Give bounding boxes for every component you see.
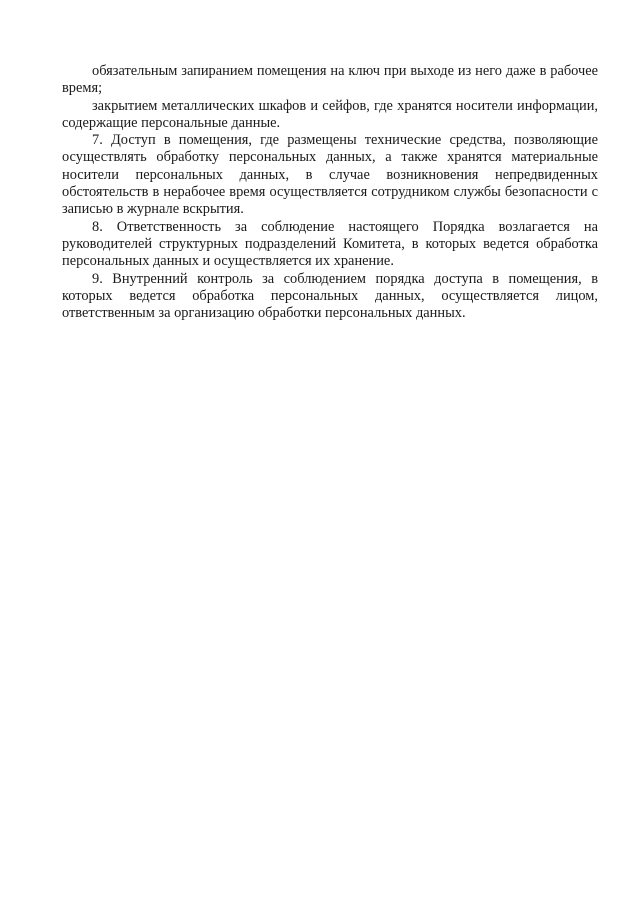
paragraph-closing-cabinets: закрытием металлических шкафов и сейфов, где хранятся носители информации, содержащие персональные данные. <box>62 97 598 131</box>
paragraph-item-7: 7. Доступ в помещения, где размещены технические средства, позволяющие осуществлять обработку персональных данных, а также хранятся материальные носители персональных данных, в случае возникновения непредвиденных обстоятельств в нерабочее время осуществляется сотрудником службы безопасности с записью в журнале вскрытия. <box>62 132 598 218</box>
paragraph-locking-premises: обязательным запиранием помещения на ключ при выходе из него даже в рабочее время; <box>62 63 598 97</box>
paragraph-item-9: 9. Внутренний контроль за соблюдением порядка доступа в помещения, в которых ведется обработка персональных данных, осуществляется лицом, ответственным за организацию обработки персональных данных. <box>62 270 598 322</box>
paragraph-item-8: 8. Ответственность за соблюдение настоящего Порядка возлагается на руководителей структурных подразделений Комитета, в которых ведется обработка персональных данных и осуществляется их хранение. <box>62 218 598 270</box>
document-body <box>62 63 598 322</box>
